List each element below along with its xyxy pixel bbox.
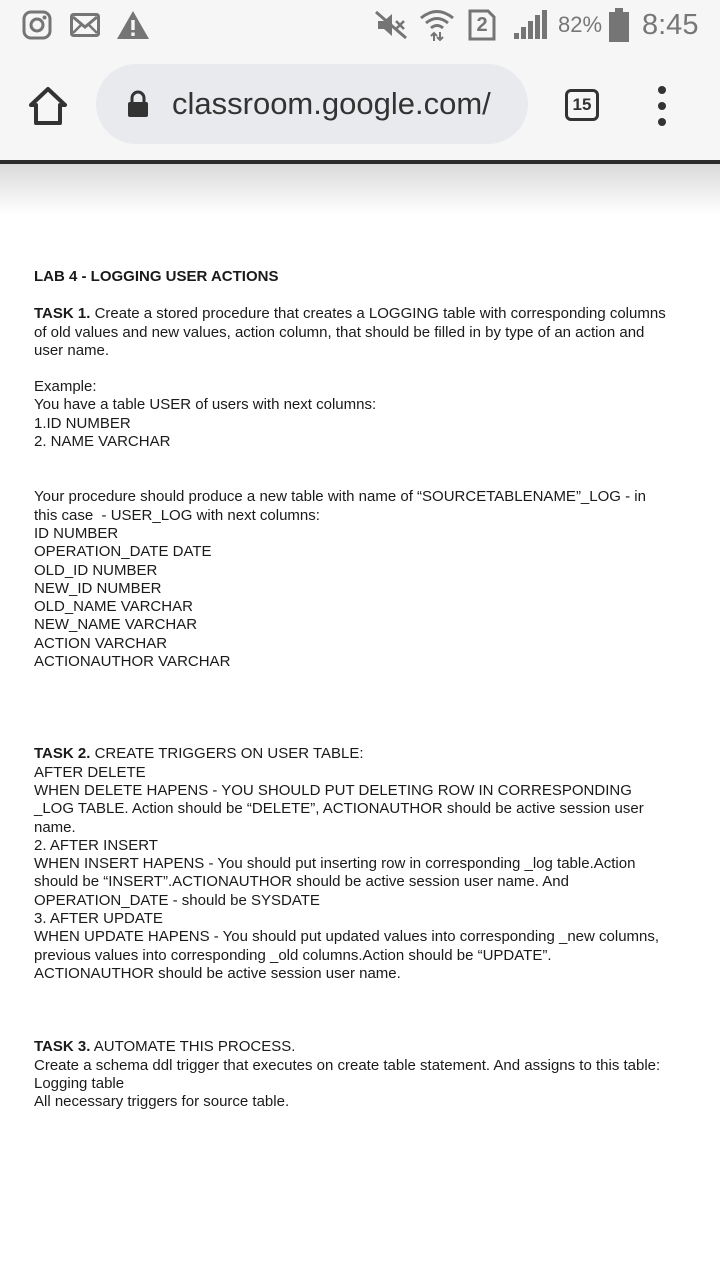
overflow-menu-button[interactable]	[650, 86, 674, 126]
task1-line: user name.	[34, 341, 110, 359]
status-bar	[0, 0, 720, 50]
tab-count: 15	[572, 95, 592, 114]
example-line: 1.ID NUMBER	[34, 414, 131, 432]
menu-dot-icon	[658, 102, 666, 110]
task3-line: All necessary triggers for source table.	[34, 1093, 290, 1111]
task3-line: Create a schema ddl trigger that executes on create table statement. And assigns to this table:	[34, 1056, 661, 1074]
task1-label: TASK 1.	[34, 305, 91, 323]
browser-toolbar	[0, 50, 720, 160]
task2-heading: TASK 2. CREATE TRIGGERS ON USER TABLE:	[34, 745, 364, 763]
scrolled-header-shadow	[0, 164, 720, 214]
lock-icon	[126, 90, 150, 118]
instagram-icon	[22, 8, 52, 42]
document-page	[34, 268, 710, 1111]
example-line: You have a table USER of users with next columns:	[34, 396, 377, 414]
menu-dot-icon	[658, 118, 666, 126]
procedure-line: ACTION VARCHAR	[34, 634, 168, 652]
task3-label: TASK 3.	[34, 1038, 91, 1056]
task2-label: TASK 2.	[34, 745, 91, 763]
procedure-line: NEW_NAME VARCHAR	[34, 616, 198, 634]
task2-line: AFTER DELETE	[34, 763, 146, 781]
task2-line: WHEN UPDATE HAPENS - You should put updated values into corresponding _new columns,	[34, 928, 660, 946]
task2-line: WHEN DELETE HAPENS - YOU SHOULD PUT DELETING ROW IN CORRESPONDING	[34, 781, 632, 799]
sim-number: 2	[476, 14, 488, 36]
task2-line: _LOG TABLE. Action should be “DELETE”, ACTIONAUTHOR should be active session user	[34, 800, 644, 818]
task2-line: OPERATION_DATE - should be SYSDATE	[34, 891, 320, 909]
task2-line: should be “INSERT”.ACTIONAUTHOR should be active session user name. And	[34, 873, 569, 891]
mute-icon	[374, 8, 408, 42]
battery-percent: 82%	[558, 12, 603, 37]
menu-dot-icon	[658, 86, 666, 94]
warning-icon	[116, 8, 150, 42]
mail-icon	[70, 8, 100, 42]
tab-switcher-button[interactable]	[565, 89, 599, 121]
clock: 8:45	[642, 9, 699, 41]
procedure-line: OLD_NAME VARCHAR	[34, 598, 193, 616]
task2-line: 2. AFTER INSERT	[34, 836, 158, 854]
task2-line: ACTIONAUTHOR should be active session user name.	[34, 964, 401, 982]
address-bar[interactable]	[96, 64, 528, 144]
signal-icon	[512, 8, 550, 42]
task3-line: Logging table	[34, 1074, 125, 1092]
task2-line: 3. AFTER UPDATE	[34, 910, 163, 928]
task2-line: WHEN INSERT HAPENS - You should put inserting row in corresponding _log table.Action	[34, 855, 636, 873]
procedure-line: ACTIONAUTHOR VARCHAR	[34, 653, 231, 671]
task2-line: previous values into corresponding _old columns.Action should be “UPDATE”.	[34, 946, 552, 964]
procedure-line: NEW_ID NUMBER	[34, 579, 162, 597]
home-icon	[26, 84, 70, 128]
procedure-line: this case - USER_LOG with next columns:	[34, 506, 320, 524]
sim-icon	[468, 8, 496, 42]
procedure-line: OLD_ID NUMBER	[34, 561, 158, 579]
task1-line: of old values and new values, action column, that should be filled in by type of an action and	[34, 323, 645, 341]
task3-heading: TASK 3. AUTOMATE THIS PROCESS.	[34, 1038, 296, 1056]
home-button[interactable]	[26, 84, 70, 128]
wifi-icon	[418, 8, 456, 42]
procedure-line: Your procedure should produce a new table with name of “SOURCETABLENAME”_LOG - in	[34, 488, 646, 506]
example-line: Example:	[34, 378, 97, 396]
url-text: classroom.google.com/	[172, 86, 491, 121]
example-line: 2. NAME VARCHAR	[34, 433, 171, 451]
task1-line: TASK 1. Create a stored procedure that creates a LOGGING table with corresponding columns	[34, 305, 666, 323]
procedure-line: ID NUMBER	[34, 524, 119, 542]
document-title: LAB 4 - LOGGING USER ACTIONS	[34, 268, 279, 285]
procedure-line: OPERATION_DATE DATE	[34, 543, 212, 561]
task2-line: name.	[34, 818, 76, 836]
battery-icon	[608, 8, 630, 42]
